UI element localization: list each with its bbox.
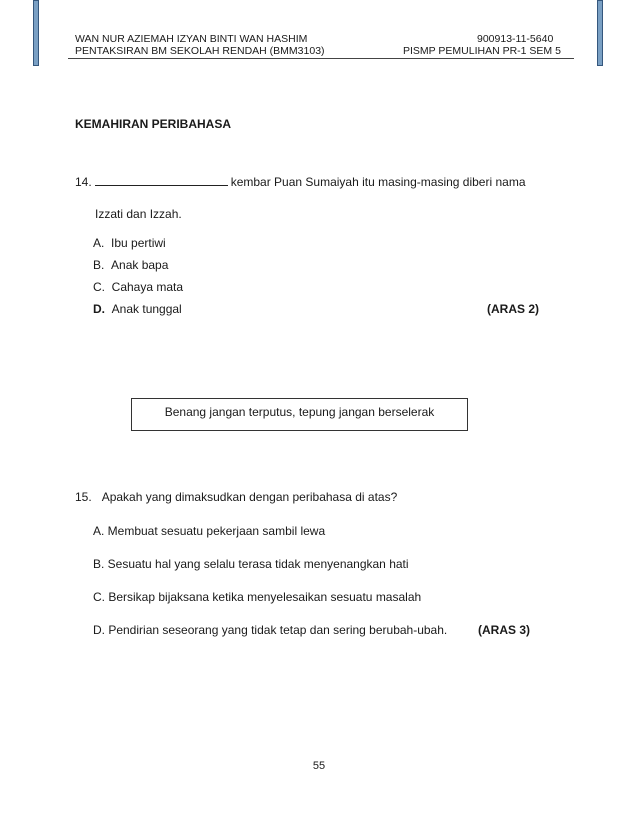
question-14-line2: Izzati dan Izzah. [95,207,182,221]
q15-level: (ARAS 3) [478,623,531,637]
section-title: KEMAHIRAN PERIBAHASA [75,117,232,131]
q15-option-b: B. Sesuatu hal yang selalu terasa tidak menyenangkan hati [93,557,409,571]
q14-level: (ARAS 2) [487,302,540,316]
option-letter: A. [93,236,105,250]
header-divider [68,58,574,59]
question-15-number: 15. [75,490,92,504]
q15-option-c: C. Bersikap bijaksana ketika menyelesaikan sesuatu masalah [93,590,422,604]
header-course: PENTAKSIRAN BM SEKOLAH RENDAH (BMM3103) [75,45,325,57]
question-14-text: kembar Puan Sumaiyah itu masing-masing diberi nama [230,175,526,189]
question-15-text: Apakah yang dimaksudkan dengan peribahasa di atas? [101,490,398,504]
right-margin-bar [597,0,603,66]
page-number: 55 [312,760,326,772]
option-text: Ibu pertiwi [111,236,166,250]
answer-blank [95,174,228,186]
q14-option-b [93,258,168,272]
question-15 [75,490,397,504]
option-text: Anak tunggal [111,302,182,316]
option-text: Cahaya mata [111,280,184,294]
question-14 [75,174,526,189]
option-letter: C. [93,280,105,294]
header-author: WAN NUR AZIEMAH IZYAN BINTI WAN HASHIM [75,33,308,45]
question-14-number: 14. [75,175,92,189]
option-letter: B. [93,258,105,272]
header-program: PISMP PEMULIHAN PR-1 SEM 5 [403,45,561,57]
q14-option-d [93,302,182,316]
left-margin-bar [33,0,39,66]
header-ic: 900913-11-5640 [477,33,554,45]
option-text: Anak bapa [111,258,169,272]
option-letter: D. [93,302,105,316]
proverb-box: Benang jangan terputus, tepung jangan berselerak [131,398,468,431]
q14-option-a [93,236,166,250]
q15-option-d: D. Pendirian seseorang yang tidak tetap dan sering berubah-ubah. [93,623,448,637]
q14-option-c [93,280,183,294]
q15-option-a: A. Membuat sesuatu pekerjaan sambil lewa [93,524,326,538]
